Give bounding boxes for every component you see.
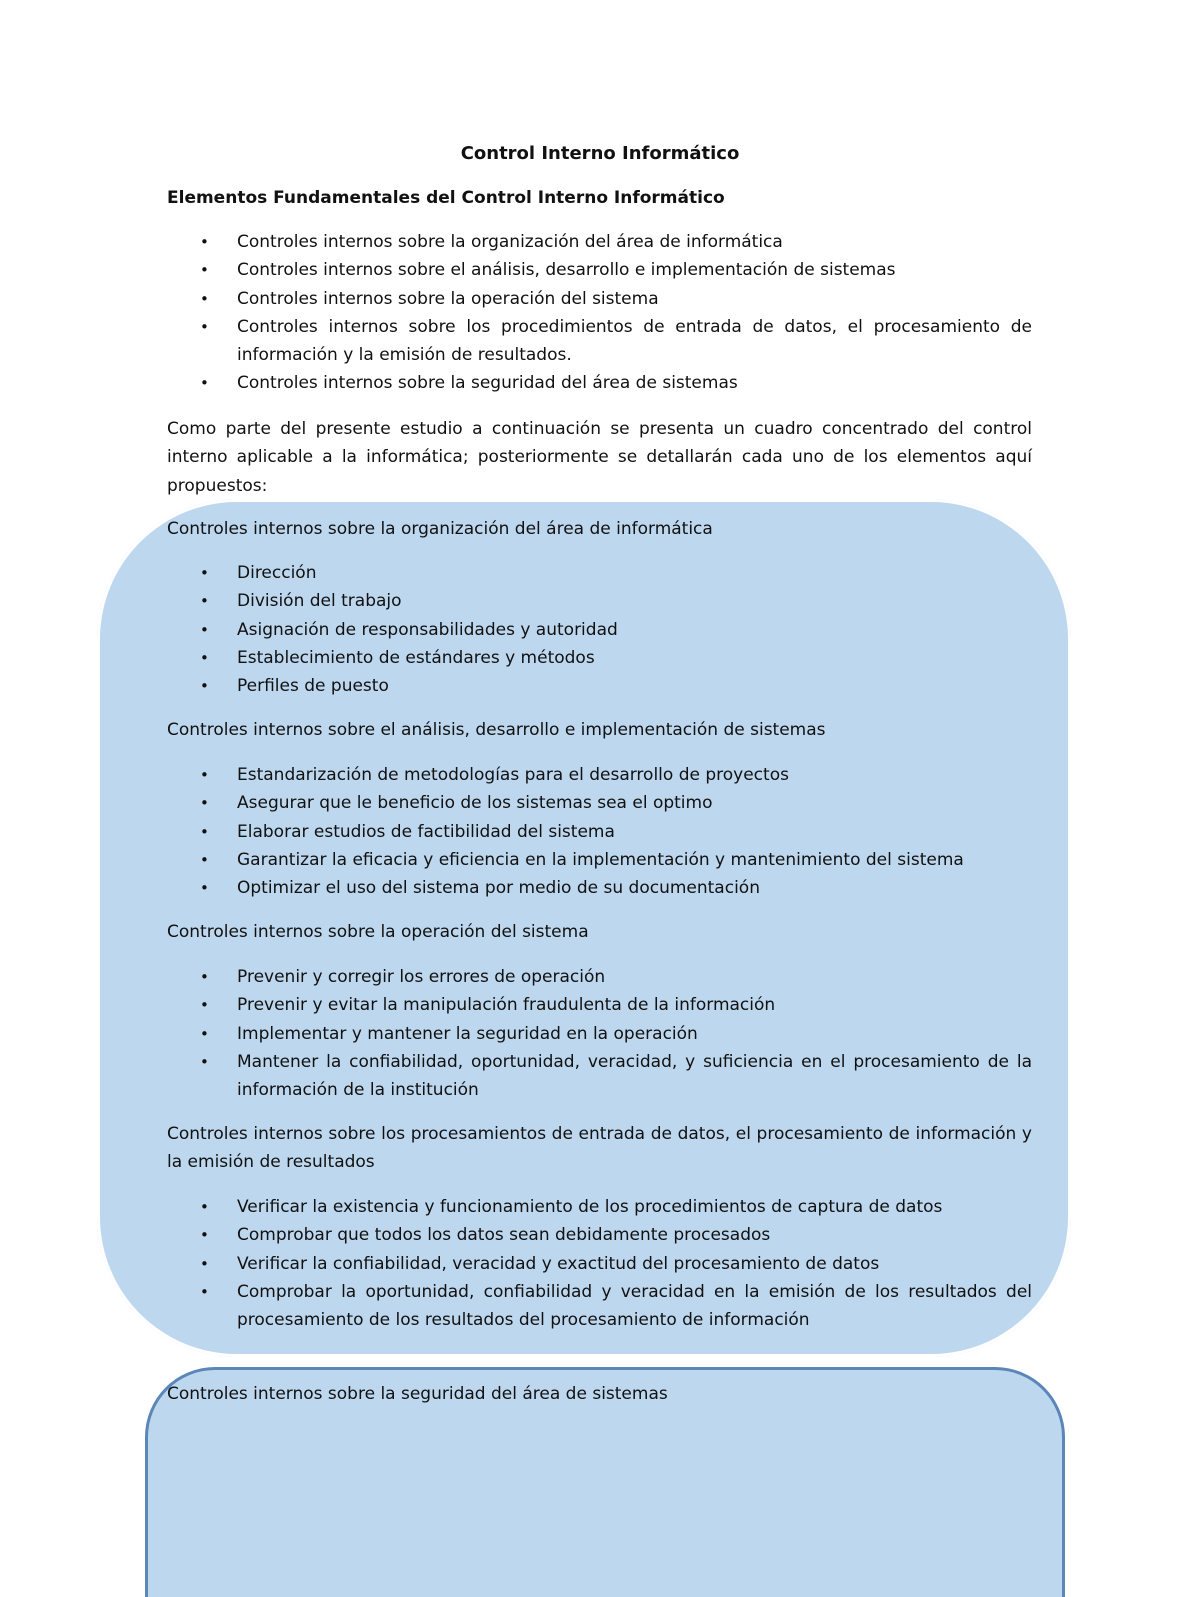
list-item: • Perfiles de puesto xyxy=(167,672,1032,700)
bullet-icon: • xyxy=(200,592,209,611)
section-heading-seguridad: Controles internos sobre la seguridad del área de sistemas xyxy=(167,1384,668,1404)
bullet-icon: • xyxy=(200,996,209,1015)
list-item: • Establecimiento de estándares y métodos xyxy=(167,644,1032,672)
list-item: • Controles internos sobre la seguridad del área de sistemas xyxy=(167,369,1032,397)
bullet-icon: • xyxy=(200,620,209,639)
list-item: • Asegurar que le beneficio de los sistemas sea el optimo xyxy=(167,789,1032,817)
bullet-icon: • xyxy=(200,822,209,841)
bullet-icon: • xyxy=(200,261,209,280)
list-item: • Elaborar estudios de factibilidad del sistema xyxy=(167,818,1032,846)
section-heading-desarrollo: Controles internos sobre el análisis, desarrollo e implementación de sistemas xyxy=(167,720,826,740)
list-item: • Garantizar la eficacia y eficiencia en la implementación y mantenimiento del sistema xyxy=(167,846,1032,874)
section-heading-procesamiento: Controles internos sobre los procesamientos de entrada de datos, el procesamiento de información y la emisión de resultados xyxy=(167,1124,1032,1173)
section-heading-organizacion: Controles internos sobre la organización del área de informática xyxy=(167,519,713,539)
bullet-icon: • xyxy=(200,1052,209,1071)
list-item: • Controles internos sobre los procedimientos de entrada de datos, el procesamiento de información y la emisión de resultados. xyxy=(167,313,1032,370)
section-heading-operacion: Controles internos sobre la operación del sistema xyxy=(167,922,589,942)
section-list-operacion xyxy=(167,963,1032,1104)
bullet-icon: • xyxy=(200,850,209,869)
document-subtitle: Elementos Fundamentales del Control Interno Informático xyxy=(167,188,725,208)
bullet-icon: • xyxy=(200,1282,209,1301)
list-item: • Optimizar el uso del sistema por medio de su documentación xyxy=(167,874,1032,902)
list-item: • Controles internos sobre la organización del área de informática xyxy=(167,228,1032,256)
bullet-icon: • xyxy=(200,564,209,582)
list-item: • Comprobar la oportunidad, confiabilidad y veracidad en la emisión de los resultados del procesamiento de los resultados del procesamiento de información xyxy=(167,1278,1032,1335)
bullet-icon: • xyxy=(200,1254,209,1273)
bullet-icon: • xyxy=(200,317,209,336)
bullet-icon: • xyxy=(200,648,209,667)
list-item: • Mantener la confiabilidad, oportunidad, veracidad, y suficiencia en el procesamiento de la información de la institución xyxy=(167,1048,1032,1105)
list-item: • Controles internos sobre el análisis, desarrollo e implementación de sistemas xyxy=(167,256,1032,284)
bullet-icon: • xyxy=(200,374,209,393)
list-item: • Asignación de responsabilidades y autoridad xyxy=(167,616,1032,644)
list-item: • Comprobar que todos los datos sean debidamente procesados xyxy=(167,1221,1032,1249)
list-item: • Implementar y mantener la seguridad en la operación xyxy=(167,1020,1032,1048)
bullet-icon: • xyxy=(200,879,209,898)
bullet-icon: • xyxy=(200,289,209,308)
list-item: • Prevenir y evitar la manipulación fraudulenta de la información xyxy=(167,991,1032,1019)
document-title: Control Interno Informático xyxy=(460,143,740,164)
list-item: • Estandarización de metodologías para el desarrollo de proyectos xyxy=(167,761,1032,789)
intro-paragraph: Como parte del presente estudio a continuación se presenta un cuadro concentrado del control interno aplicable a la informática; posteriormente se detallarán cada uno de los elementos aquí propuestos: xyxy=(167,419,1032,496)
list-item: • Dirección xyxy=(167,559,1032,587)
list-item: • Prevenir y corregir los errores de operación xyxy=(167,963,1032,991)
list-item: • Verificar la confiabilidad, veracidad y exactitud del procesamiento de datos xyxy=(167,1250,1032,1278)
list-item: • Verificar la existencia y funcionamiento de los procedimientos de captura de datos xyxy=(167,1193,1032,1221)
bullet-icon: • xyxy=(200,968,209,986)
section-list-desarrollo xyxy=(167,761,1032,902)
bullet-icon: • xyxy=(200,1024,209,1043)
bullet-icon: • xyxy=(200,233,209,251)
section-list-organizacion xyxy=(167,559,1032,700)
list-item: • División del trabajo xyxy=(167,587,1032,615)
list-item: • Controles internos sobre la operación del sistema xyxy=(167,285,1032,313)
bullet-icon: • xyxy=(200,677,209,696)
section-list-procesamiento xyxy=(167,1193,1032,1334)
bullet-icon: • xyxy=(200,1226,209,1245)
bullet-icon: • xyxy=(200,766,209,784)
bullet-icon: • xyxy=(200,794,209,813)
intro-list xyxy=(167,228,1032,398)
bullet-icon: • xyxy=(200,1198,209,1216)
